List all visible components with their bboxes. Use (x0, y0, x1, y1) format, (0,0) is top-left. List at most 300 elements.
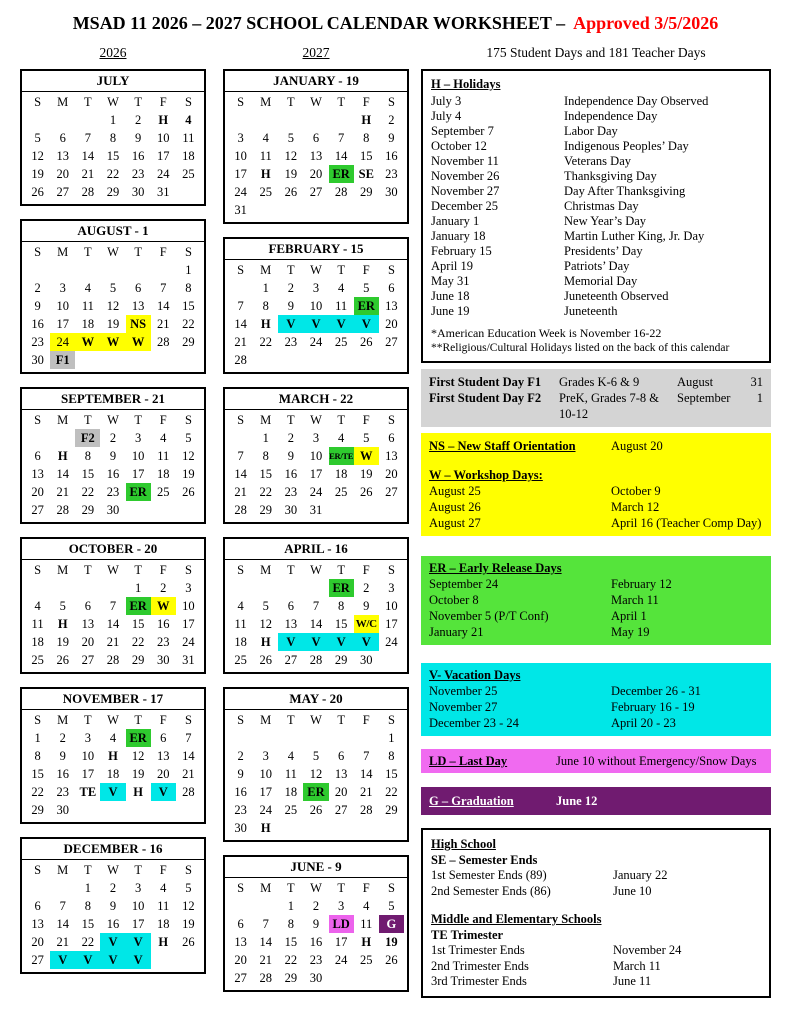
month-title-february: FEBRUARY - 15 (225, 239, 407, 260)
day-cell: 28 (360, 803, 373, 817)
day-cell: LD (329, 915, 354, 933)
hs-terms-list (431, 868, 761, 899)
day-cell (100, 801, 125, 819)
early-release-day-row (429, 576, 763, 592)
day-cell (303, 579, 328, 597)
day-cell: H (57, 617, 68, 631)
day-cell: 11 (182, 131, 195, 145)
day-cell: 31 (234, 203, 247, 217)
day-cell: 22 (259, 485, 272, 499)
day-cell: 15 (360, 149, 373, 163)
trimester-date: March 11 (613, 958, 661, 973)
day-cell: 21 (157, 317, 170, 331)
day-cell: ER/TE (329, 447, 354, 465)
day-cell: 17 (157, 149, 170, 163)
day-cell: 2 (287, 431, 294, 445)
early-release-day-row (429, 608, 763, 624)
month-july (20, 69, 206, 206)
month-title-january: JANUARY - 19 (225, 71, 407, 92)
day-cell: 21 (56, 485, 69, 499)
vacation-day-left: November 27 (429, 700, 498, 714)
weekday-header: S (387, 95, 395, 109)
holiday-name: Presidents’ Day (564, 244, 643, 258)
ns-workshop-box (421, 433, 771, 536)
month-grid-november (22, 710, 204, 822)
weekday-header: S (237, 263, 245, 277)
month-grid-january (225, 92, 407, 222)
day-cell: 28 (259, 971, 272, 985)
day-cell: 8 (84, 899, 91, 913)
day-cell (25, 579, 50, 597)
day-cell (151, 501, 176, 519)
weekday-header: W (310, 413, 322, 427)
day-cell: 7 (312, 599, 320, 613)
calendar-column-2026 (20, 69, 206, 987)
day-cell (228, 579, 253, 597)
month-title-april: APRIL - 16 (225, 539, 407, 560)
day-cell: 21 (56, 935, 69, 949)
day-cell: 15 (131, 617, 145, 631)
workshop-day-left: August 27 (429, 516, 481, 530)
month-november (20, 687, 206, 824)
holiday-date: November 27 (431, 184, 500, 198)
day-cell: V (100, 951, 125, 969)
day-cell: 24 (234, 185, 247, 199)
day-cell: ER (329, 165, 354, 183)
day-cell (100, 261, 125, 279)
day-cell (25, 111, 50, 129)
day-cell: 17 (334, 935, 348, 949)
day-cell: 2 (312, 899, 320, 913)
day-cell: 14 (56, 467, 69, 481)
holiday-row (431, 169, 761, 184)
weekday-header: F (362, 563, 370, 577)
day-cell: 28 (234, 503, 247, 517)
holiday-row (431, 274, 761, 289)
day-cell: 26 (360, 335, 373, 349)
month-september (20, 387, 206, 524)
day-cell: 15 (182, 299, 195, 313)
trimester-date: November 24 (613, 943, 682, 957)
day-cell (75, 111, 100, 129)
day-cell: 24 (385, 635, 398, 649)
day-cell: 10 (81, 749, 95, 763)
day-cell: 2 (237, 749, 244, 763)
day-cell: 9 (109, 449, 117, 463)
day-cell: 27 (31, 503, 44, 517)
day-cell: 23 (284, 485, 298, 499)
weekday-header: F (362, 713, 370, 727)
day-cell: 14 (360, 767, 373, 781)
day-cell: 14 (56, 917, 69, 931)
day-cell: 16 (234, 785, 247, 799)
day-cell: 4 (185, 113, 192, 127)
day-cell: 26 (31, 185, 44, 199)
early-release-day-left: November 5 (P/T Conf) (429, 609, 549, 623)
day-cell: 14 (182, 749, 195, 763)
day-cell: ER (126, 729, 151, 747)
day-cell: 25 (284, 803, 298, 817)
day-cell: 24 (309, 335, 323, 349)
day-cell (354, 351, 379, 369)
first-student-day-month: August (677, 375, 714, 389)
day-cell: V (329, 315, 354, 333)
day-cell: 12 (182, 899, 195, 913)
day-cell: 6 (135, 281, 142, 295)
day-cell: 30 (56, 803, 69, 817)
last-day-text: June 10 without Emergency/Snow Days (556, 754, 757, 768)
day-cell: 9 (312, 917, 320, 931)
day-cell: H (158, 935, 169, 949)
weekday-header: M (57, 563, 69, 577)
day-cell: 6 (84, 599, 91, 613)
day-cell (176, 801, 201, 819)
day-cell: 19 (182, 467, 195, 481)
holiday-row (431, 94, 761, 109)
first-student-day-row (429, 374, 763, 390)
day-cell: 23 (234, 803, 247, 817)
day-cell: 3 (388, 581, 395, 595)
workshop-day-row (429, 499, 763, 515)
weekday-header: F (159, 413, 167, 427)
day-cell: 30 (360, 653, 373, 667)
year-header-2027 (223, 45, 409, 61)
holiday-date: February 15 (431, 244, 492, 258)
month-grid-june (225, 878, 407, 990)
legend-panel (421, 69, 771, 998)
title-approved: Approved 3/5/2026 (573, 13, 719, 33)
day-cell: 21 (182, 767, 195, 781)
day-cell: 24 (182, 635, 195, 649)
day-cell: 4 (237, 599, 244, 613)
vacation-box (421, 663, 771, 736)
weekday-header: S (34, 245, 42, 259)
day-cell (303, 351, 328, 369)
day-cell: 4 (34, 599, 41, 613)
weekday-header: S (184, 95, 192, 109)
day-cell: W (354, 447, 379, 465)
day-cell: 18 (284, 785, 298, 799)
early-release-day-right: May 19 (611, 625, 650, 639)
day-cell: 1 (185, 263, 192, 277)
semester-row (431, 868, 761, 884)
weekday-header: S (34, 563, 42, 577)
weekday-header: M (57, 95, 69, 109)
day-cell (151, 351, 176, 369)
ns-row (429, 438, 763, 454)
day-cell (379, 501, 404, 519)
semester-row (431, 884, 761, 900)
day-cell (50, 879, 75, 897)
day-cell: 19 (284, 167, 298, 181)
day-cell: 7 (84, 131, 91, 145)
day-cell: H (133, 785, 143, 799)
day-cell: 18 (81, 317, 95, 331)
day-cell: 25 (334, 485, 348, 499)
day-cell: 23 (131, 167, 145, 181)
day-cell (25, 261, 50, 279)
day-cell: 24 (157, 167, 170, 181)
day-cell (303, 111, 328, 129)
day-cell (228, 429, 253, 447)
day-cell: 18 (31, 635, 44, 649)
day-cell: 30 (31, 353, 44, 367)
day-cell: 6 (287, 599, 294, 613)
day-cell: 11 (157, 899, 170, 913)
day-cell (126, 801, 151, 819)
content (20, 69, 771, 1005)
day-cell: 11 (259, 149, 272, 163)
day-cell: 7 (185, 731, 192, 745)
day-cell: 18 (106, 767, 120, 781)
calendar-column-2027 (223, 69, 409, 1005)
weekday-header: T (287, 713, 295, 727)
day-cell: 30 (131, 185, 145, 199)
day-cell: ER (126, 597, 151, 615)
day-cell: ER (126, 483, 151, 501)
holiday-date: January 1 (431, 214, 480, 228)
day-cell: 21 (259, 953, 272, 967)
day-cell: H (158, 113, 169, 127)
weekday-header: T (134, 413, 142, 427)
day-cell (278, 201, 303, 219)
workshop-day-row (429, 483, 763, 499)
holiday-date: April 19 (431, 259, 474, 273)
day-cell: 7 (262, 917, 269, 931)
holiday-row (431, 259, 761, 274)
day-cell: 28 (106, 653, 120, 667)
day-cell (25, 429, 50, 447)
weekday-header: T (84, 563, 92, 577)
day-cell: 6 (388, 281, 395, 295)
holiday-date: July 4 (431, 109, 462, 123)
vacation-list (429, 683, 763, 731)
month-grid-september (22, 410, 204, 522)
holiday-name: Day After Thanksgiving (564, 184, 686, 198)
month-title-december: DECEMBER - 16 (22, 839, 204, 860)
day-cell: H (361, 113, 372, 127)
weekday-header: W (107, 563, 119, 577)
holiday-date: November 26 (431, 169, 500, 183)
vacation-day-row (429, 715, 763, 731)
me-terms-list (431, 943, 761, 990)
month-grid-may (225, 710, 407, 840)
day-cell: 6 (34, 899, 41, 913)
holiday-date: September 7 (431, 124, 494, 138)
day-cell: 19 (56, 635, 69, 649)
day-cell: ER (303, 783, 328, 801)
day-cell: 19 (182, 917, 195, 931)
ns-heading: NS – New Staff Orientation (429, 439, 576, 453)
semester-label: 2nd Semester Ends (86) (431, 883, 551, 898)
weekday-header: W (310, 881, 322, 895)
day-cell: 9 (363, 599, 370, 613)
day-cell: 7 (59, 899, 66, 913)
day-cell: 9 (237, 767, 244, 781)
weekday-header: S (34, 95, 42, 109)
day-cell (75, 261, 100, 279)
day-cell: 13 (31, 467, 44, 481)
day-cell: 27 (31, 953, 44, 967)
day-cell: 20 (157, 767, 170, 781)
day-cell (379, 969, 404, 987)
holiday-date: June 18 (431, 289, 470, 303)
weekday-header: T (134, 245, 142, 259)
day-cell: 13 (157, 749, 170, 763)
holiday-row (431, 154, 761, 169)
day-cell: 2 (363, 581, 370, 595)
day-cell: 19 (31, 167, 44, 181)
weekday-header: F (362, 413, 370, 427)
day-cell: V (151, 783, 176, 801)
workshop-day-right: April 16 (Teacher Comp Day) (611, 516, 762, 530)
day-cell: 5 (287, 131, 294, 145)
weekday-header: W (310, 263, 322, 277)
day-cell: H (57, 449, 68, 463)
day-cell: 5 (312, 749, 320, 763)
day-cell: 9 (34, 299, 41, 313)
day-cell: 19 (385, 935, 398, 949)
day-cell: 27 (81, 653, 95, 667)
holidays-footnote-1: *American Education Week is November 16-22 (431, 326, 662, 340)
weekday-header: F (159, 245, 167, 259)
day-cell (253, 579, 278, 597)
day-cell (253, 729, 278, 747)
day-cell: 23 (157, 635, 170, 649)
holidays-heading: H – Holidays (431, 77, 501, 91)
month-title-march: MARCH - 22 (225, 389, 407, 410)
school-terms-box (421, 828, 771, 998)
day-cell: 12 (31, 149, 44, 163)
weekday-header: S (34, 863, 42, 877)
holiday-row (431, 214, 761, 229)
day-cell: 23 (31, 335, 44, 349)
first-student-day-box (421, 369, 771, 427)
day-cell: 28 (157, 335, 170, 349)
early-release-day-left: October 8 (429, 593, 479, 607)
day-cell: 2 (135, 113, 142, 127)
te-trimester-heading: TE Trimester (431, 928, 504, 942)
day-cell: 14 (234, 467, 247, 481)
day-cell: 24 (309, 485, 323, 499)
vacation-day-right: December 26 - 31 (611, 684, 701, 698)
holiday-date: October 12 (431, 139, 487, 153)
weekday-header: T (337, 713, 345, 727)
day-cell: 26 (284, 185, 298, 199)
weekday-header: S (387, 563, 395, 577)
weekday-header: M (260, 713, 272, 727)
day-cell (278, 729, 303, 747)
day-cell: 10 (309, 449, 323, 463)
day-cell: 19 (360, 467, 373, 481)
day-cell (329, 201, 354, 219)
day-cell (329, 111, 354, 129)
day-cell (329, 969, 354, 987)
day-cell: 8 (262, 449, 269, 463)
day-cell: 25 (259, 185, 272, 199)
day-cell: 29 (360, 185, 373, 199)
day-cell: 22 (81, 485, 95, 499)
day-cell: 24 (334, 953, 348, 967)
weekday-header: W (107, 713, 119, 727)
day-cell: 22 (131, 635, 145, 649)
day-cell: 18 (157, 917, 170, 931)
weekday-header: T (337, 95, 345, 109)
day-cell: H (361, 935, 372, 949)
day-cell: 5 (363, 431, 370, 445)
day-cell: 6 (312, 131, 320, 145)
day-cell: 20 (31, 935, 44, 949)
day-cell: 22 (31, 785, 44, 799)
day-cell: 22 (284, 953, 298, 967)
day-cell: 2 (59, 731, 66, 745)
vacation-heading: V- Vacation Days (429, 668, 521, 682)
day-cell (329, 501, 354, 519)
day-cell: 17 (182, 617, 195, 631)
day-cell: 20 (31, 485, 44, 499)
weekday-header: T (287, 263, 295, 277)
day-cell: 21 (360, 785, 373, 799)
day-cell: 8 (363, 131, 370, 145)
day-cell: 30 (284, 503, 298, 517)
day-cell: 1 (84, 881, 91, 895)
day-cell: 26 (309, 803, 323, 817)
day-cell (379, 351, 404, 369)
day-cell (50, 111, 75, 129)
first-student-days-list (429, 374, 763, 422)
day-cell: 7 (338, 131, 345, 145)
early-release-heading: ER – Early Release Days (429, 561, 562, 575)
weekday-header: S (237, 713, 245, 727)
weekday-header: F (159, 713, 167, 727)
day-cell: 13 (385, 449, 398, 463)
day-cell: 24 (259, 803, 272, 817)
weekday-header: S (184, 863, 192, 877)
day-cell: 20 (81, 635, 95, 649)
day-cell: 15 (31, 767, 44, 781)
year-2026-label: 2026 (99, 45, 127, 60)
weekday-header: S (184, 563, 192, 577)
day-cell: 29 (259, 503, 272, 517)
weekday-header: T (287, 563, 295, 577)
day-cell: W (75, 333, 100, 351)
day-cell: 29 (284, 971, 298, 985)
day-cell (303, 201, 328, 219)
day-cell: 3 (59, 281, 66, 295)
holiday-name: Martin Luther King, Jr. Day (564, 229, 705, 243)
first-student-day-label: First Student Day F1 (429, 375, 542, 389)
day-cell: 10 (259, 767, 272, 781)
day-cell: 22 (106, 167, 120, 181)
holiday-date: May 31 (431, 274, 470, 288)
day-cell: 3 (135, 881, 142, 895)
holiday-name: Christmas Day (564, 199, 639, 213)
weekday-header: S (184, 245, 192, 259)
holiday-date: December 25 (431, 199, 498, 213)
holiday-date: January 18 (431, 229, 486, 243)
day-cell (50, 579, 75, 597)
day-cell: 11 (31, 617, 44, 631)
day-cell (75, 351, 100, 369)
day-cell (354, 501, 379, 519)
month-title-june: JUNE - 9 (225, 857, 407, 878)
day-cell (253, 897, 278, 915)
weekday-header: T (287, 881, 295, 895)
weekday-header: T (84, 863, 92, 877)
high-school-heading: High School (431, 837, 496, 851)
day-cell: W (100, 333, 125, 351)
day-cell: 19 (131, 767, 145, 781)
